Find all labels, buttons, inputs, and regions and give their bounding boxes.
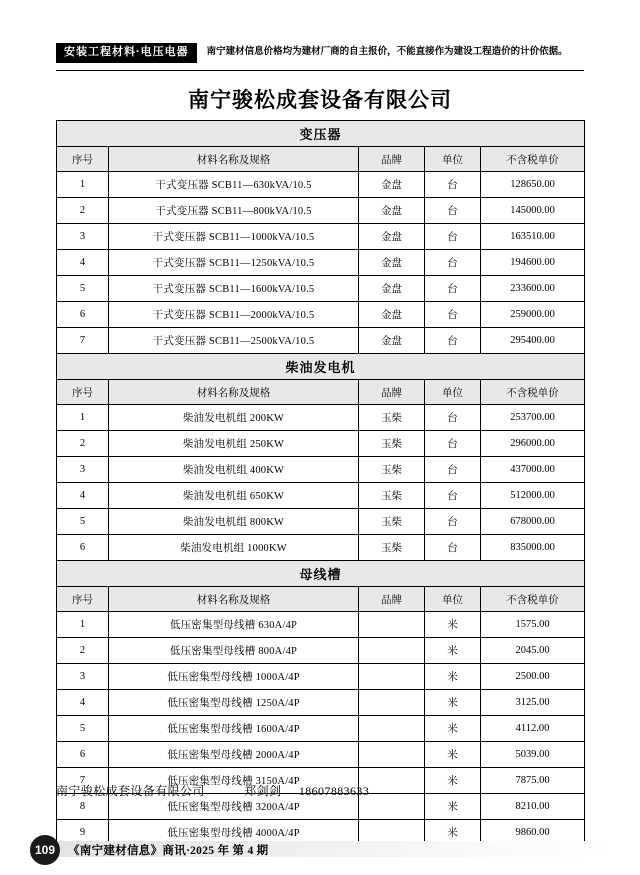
cell-no: 7 [57, 328, 109, 354]
table-row [57, 328, 585, 354]
cell-name: 柴油发电机组 650KW [109, 483, 359, 509]
table-row [57, 172, 585, 198]
cell-brand: 金盘 [359, 328, 425, 354]
table-row [57, 638, 585, 664]
cell-unit: 台 [425, 328, 481, 354]
price-table-wrapper [56, 120, 584, 846]
cell-name: 低压密集型母线槽 2000A/4P [109, 742, 359, 768]
cell-brand [359, 638, 425, 664]
col-header-no: 序号 [57, 587, 109, 612]
cell-brand: 金盘 [359, 250, 425, 276]
cell-no: 9 [57, 820, 109, 846]
cell-unit: 台 [425, 250, 481, 276]
cell-unit: 米 [425, 612, 481, 638]
cell-brand [359, 742, 425, 768]
cell-name: 柴油发电机组 800KW [109, 509, 359, 535]
cell-name: 柴油发电机组 200KW [109, 405, 359, 431]
contact-phone: 18607883633 [298, 784, 370, 798]
section-title: 母线槽 [57, 561, 585, 587]
cell-brand [359, 612, 425, 638]
cell-unit: 米 [425, 690, 481, 716]
cell-no: 2 [57, 431, 109, 457]
cell-name: 干式变压器 SCB11—2000kVA/10.5 [109, 302, 359, 328]
col-header-price: 不含税单价 [481, 587, 585, 612]
cell-no: 5 [57, 509, 109, 535]
table-row [57, 276, 585, 302]
cell-brand: 玉柴 [359, 405, 425, 431]
cell-unit: 米 [425, 716, 481, 742]
page-header [56, 42, 584, 64]
cell-no: 3 [57, 224, 109, 250]
cell-unit: 台 [425, 431, 481, 457]
cell-price: 2500.00 [481, 664, 585, 690]
cell-price: 253700.00 [481, 405, 585, 431]
cell-price: 128650.00 [481, 172, 585, 198]
table-row [57, 483, 585, 509]
cell-name: 干式变压器 SCB11—800kVA/10.5 [109, 198, 359, 224]
price-table-body [57, 121, 585, 846]
table-row [57, 612, 585, 638]
cell-brand: 金盘 [359, 198, 425, 224]
cell-no: 4 [57, 690, 109, 716]
cell-price: 2045.00 [481, 638, 585, 664]
cell-price: 9860.00 [481, 820, 585, 846]
cell-price: 512000.00 [481, 483, 585, 509]
table-row [57, 431, 585, 457]
cell-no: 6 [57, 742, 109, 768]
cell-name: 低压密集型母线槽 630A/4P [109, 612, 359, 638]
section-title: 变压器 [57, 121, 585, 147]
col-header-brand: 品牌 [359, 147, 425, 172]
table-row [57, 716, 585, 742]
section-header-row [57, 561, 585, 587]
cell-unit: 台 [425, 509, 481, 535]
cell-price: 145000.00 [481, 198, 585, 224]
cell-price: 7875.00 [481, 768, 585, 794]
cell-price: 5039.00 [481, 742, 585, 768]
cell-unit: 台 [425, 483, 481, 509]
cell-name: 低压密集型母线槽 1600A/4P [109, 716, 359, 742]
table-row [57, 690, 585, 716]
page-footer [0, 825, 640, 875]
table-row [57, 198, 585, 224]
col-header-price: 不含税单价 [481, 380, 585, 405]
cell-unit: 台 [425, 302, 481, 328]
cell-brand: 玉柴 [359, 535, 425, 561]
cell-unit: 台 [425, 535, 481, 561]
cell-unit: 米 [425, 820, 481, 846]
col-header-brand: 品牌 [359, 380, 425, 405]
cell-name: 低压密集型母线槽 4000A/4P [109, 820, 359, 846]
page-number: 109 [30, 835, 60, 865]
publication-info: 《南宁建材信息》商讯·2025 年 第 4 期 [68, 845, 269, 857]
col-header-name: 材料名称及规格 [109, 147, 359, 172]
col-header-unit: 单位 [425, 587, 481, 612]
cell-price: 835000.00 [481, 535, 585, 561]
cell-unit: 米 [425, 768, 481, 794]
cell-unit: 台 [425, 198, 481, 224]
col-header-unit: 单位 [425, 380, 481, 405]
cell-name: 低压密集型母线槽 800A/4P [109, 638, 359, 664]
cell-no: 7 [57, 768, 109, 794]
cell-brand: 金盘 [359, 224, 425, 250]
cell-brand: 玉柴 [359, 457, 425, 483]
col-header-name: 材料名称及规格 [109, 587, 359, 612]
cell-no: 1 [57, 172, 109, 198]
cell-no: 4 [57, 483, 109, 509]
cell-brand: 金盘 [359, 276, 425, 302]
cell-name: 柴油发电机组 250KW [109, 431, 359, 457]
table-row [57, 224, 585, 250]
cell-price: 233600.00 [481, 276, 585, 302]
cell-price: 4112.00 [481, 716, 585, 742]
column-header-row [57, 147, 585, 172]
cell-name: 低压密集型母线槽 3150A/4P [109, 768, 359, 794]
cell-price: 194600.00 [481, 250, 585, 276]
col-header-price: 不含税单价 [481, 147, 585, 172]
table-row [57, 457, 585, 483]
header-disclaimer: 南宁建材信息价格均为建材厂商的自主报价，不能直接作为建设工程造价的计价依据。 [206, 46, 568, 58]
cell-name: 柴油发电机组 400KW [109, 457, 359, 483]
cell-price: 295400.00 [481, 328, 585, 354]
table-row [57, 509, 585, 535]
cell-price: 163510.00 [481, 224, 585, 250]
cell-price: 8210.00 [481, 794, 585, 820]
cell-name: 干式变压器 SCB11—630kVA/10.5 [109, 172, 359, 198]
table-row [57, 250, 585, 276]
cell-brand: 金盘 [359, 302, 425, 328]
cell-brand [359, 716, 425, 742]
cell-price: 296000.00 [481, 431, 585, 457]
cell-unit: 米 [425, 638, 481, 664]
cell-no: 1 [57, 612, 109, 638]
cell-no: 6 [57, 535, 109, 561]
col-header-no: 序号 [57, 147, 109, 172]
contact-company: 南宁骏松成套设备有限公司 [56, 784, 205, 798]
cell-price: 259000.00 [481, 302, 585, 328]
cell-name: 干式变压器 SCB11—1600kVA/10.5 [109, 276, 359, 302]
cell-no: 5 [57, 276, 109, 302]
cell-no: 8 [57, 794, 109, 820]
cell-no: 3 [57, 457, 109, 483]
cell-name: 低压密集型母线槽 3200A/4P [109, 794, 359, 820]
cell-price: 1575.00 [481, 612, 585, 638]
cell-price: 437000.00 [481, 457, 585, 483]
cell-no: 1 [57, 405, 109, 431]
cell-unit: 台 [425, 405, 481, 431]
table-row [57, 405, 585, 431]
header-divider [56, 70, 584, 71]
cell-unit: 米 [425, 742, 481, 768]
table-row [57, 535, 585, 561]
cell-unit: 台 [425, 276, 481, 302]
cell-no: 2 [57, 198, 109, 224]
column-header-row [57, 380, 585, 405]
section-header-row [57, 354, 585, 380]
cell-brand: 金盘 [359, 172, 425, 198]
cell-unit: 米 [425, 794, 481, 820]
cell-name: 低压密集型母线槽 1000A/4P [109, 664, 359, 690]
cell-no: 2 [57, 638, 109, 664]
cell-unit: 台 [425, 224, 481, 250]
contact-line [56, 782, 369, 799]
cell-no: 5 [57, 716, 109, 742]
col-header-no: 序号 [57, 380, 109, 405]
cell-brand: 玉柴 [359, 431, 425, 457]
col-header-name: 材料名称及规格 [109, 380, 359, 405]
cell-no: 4 [57, 250, 109, 276]
contact-person: 郑剑剑 [244, 784, 282, 798]
cell-name: 干式变压器 SCB11—1250kVA/10.5 [109, 250, 359, 276]
table-row [57, 302, 585, 328]
cell-price: 678000.00 [481, 509, 585, 535]
cell-no: 6 [57, 302, 109, 328]
column-header-row [57, 587, 585, 612]
section-header-row [57, 121, 585, 147]
price-table [56, 120, 585, 846]
col-header-brand: 品牌 [359, 587, 425, 612]
cell-name: 柴油发电机组 1000KW [109, 535, 359, 561]
table-row [57, 742, 585, 768]
page-title: 南宁骏松成套设备有限公司 [188, 88, 452, 112]
cell-brand: 玉柴 [359, 483, 425, 509]
cell-brand [359, 690, 425, 716]
cell-brand [359, 664, 425, 690]
cell-name: 干式变压器 SCB11—2500kVA/10.5 [109, 328, 359, 354]
col-header-unit: 单位 [425, 147, 481, 172]
cell-brand: 玉柴 [359, 509, 425, 535]
cell-unit: 米 [425, 664, 481, 690]
cell-no: 3 [57, 664, 109, 690]
cell-name: 干式变压器 SCB11—1000kVA/10.5 [109, 224, 359, 250]
category-tag: 安装工程材料·电压电器 [56, 43, 197, 62]
cell-unit: 台 [425, 457, 481, 483]
cell-unit: 台 [425, 172, 481, 198]
section-title: 柴油发电机 [57, 354, 585, 380]
cell-price: 3125.00 [481, 690, 585, 716]
cell-name: 低压密集型母线槽 1250A/4P [109, 690, 359, 716]
table-row [57, 664, 585, 690]
